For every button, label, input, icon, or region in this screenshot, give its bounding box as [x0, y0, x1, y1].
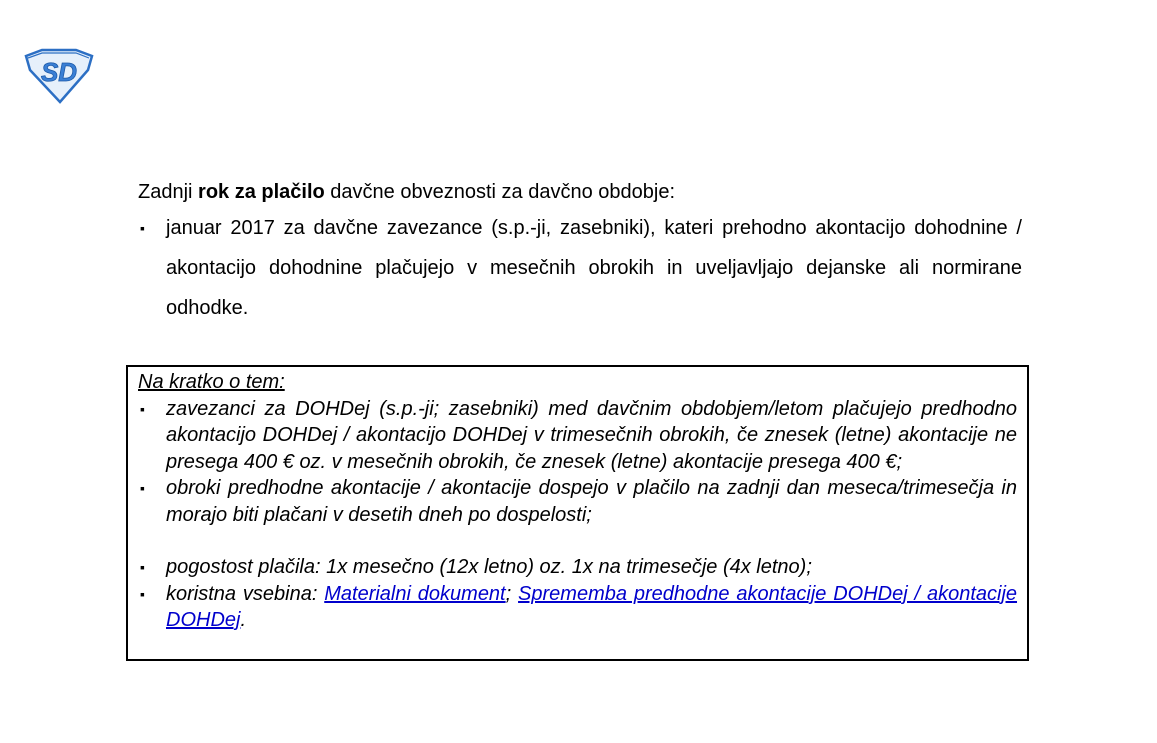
intro-list-item [138, 208, 1022, 328]
intro-title-bold: rok za plačilo [198, 181, 325, 203]
link-separator: ; [505, 582, 519, 605]
summary-title: Na kratko o tem: [138, 371, 285, 393]
bullet-icon: ▪ [140, 480, 145, 496]
material-document-link[interactable]: Materialni dokument [324, 582, 506, 605]
summary-box [126, 365, 1029, 661]
advance-change-link[interactable]: Sprememba predhodne akontacije DOHDej / akontacije DOHDej [166, 582, 1018, 631]
shield-logo-icon [22, 48, 96, 104]
intro-section [138, 176, 1022, 328]
bullet-icon: ▪ [140, 220, 145, 236]
intro-list [138, 208, 1022, 328]
list-spacer [138, 528, 1017, 554]
company-logo [22, 48, 96, 104]
list-item-text: obroki predhodne akontacije / akontacije dospejo v plačilo na zadnji dan meseca/trimesečja in morajo biti plačani v desetih dneh po dospelosti; [166, 477, 1017, 526]
intro-title [138, 176, 1022, 208]
useful-content-label: koristna vsebina: [166, 582, 325, 605]
item-end-punct: . [240, 609, 247, 631]
svg-text:SD: SD [40, 57, 78, 87]
list-item [138, 554, 1017, 581]
intro-title-start: Zadnji [138, 181, 199, 203]
bullet-icon: ▪ [140, 559, 145, 575]
list-item-text: pogostost plačila: 1x mesečno (12x letno) oz. 1x na trimesečje (4x letno); [166, 556, 812, 578]
list-item [138, 396, 1017, 476]
useful-content-item [138, 581, 1017, 634]
summary-list [138, 396, 1017, 634]
list-item-text: zavezanci za DOHDej (s.p.-ji; zasebniki) med davčnim obdobjem/letom plačujejo predhodno akontacijo DOHDej / akontacijo DOHDej v trimesečnih obrokih, če znesek (letne) akontacije ne presega 400 € oz. v mesečnih obrokih, če znesek (letne) akontacije presega 400 €; [166, 397, 1017, 473]
intro-title-end: davčne obveznosti za davčno obdobje: [324, 181, 675, 203]
list-item [138, 475, 1017, 528]
bullet-icon: ▪ [140, 585, 145, 602]
bullet-icon: ▪ [140, 400, 145, 417]
intro-item-text: januar 2017 za davčne zavezance (s.p.-ji, zasebniki), kateri prehodno akontacijo dohodnine / akontacijo dohodnine plačujejo v mesečnih obrokih in uveljavljajo dejanske ali normirane odhodke. [166, 217, 1022, 319]
